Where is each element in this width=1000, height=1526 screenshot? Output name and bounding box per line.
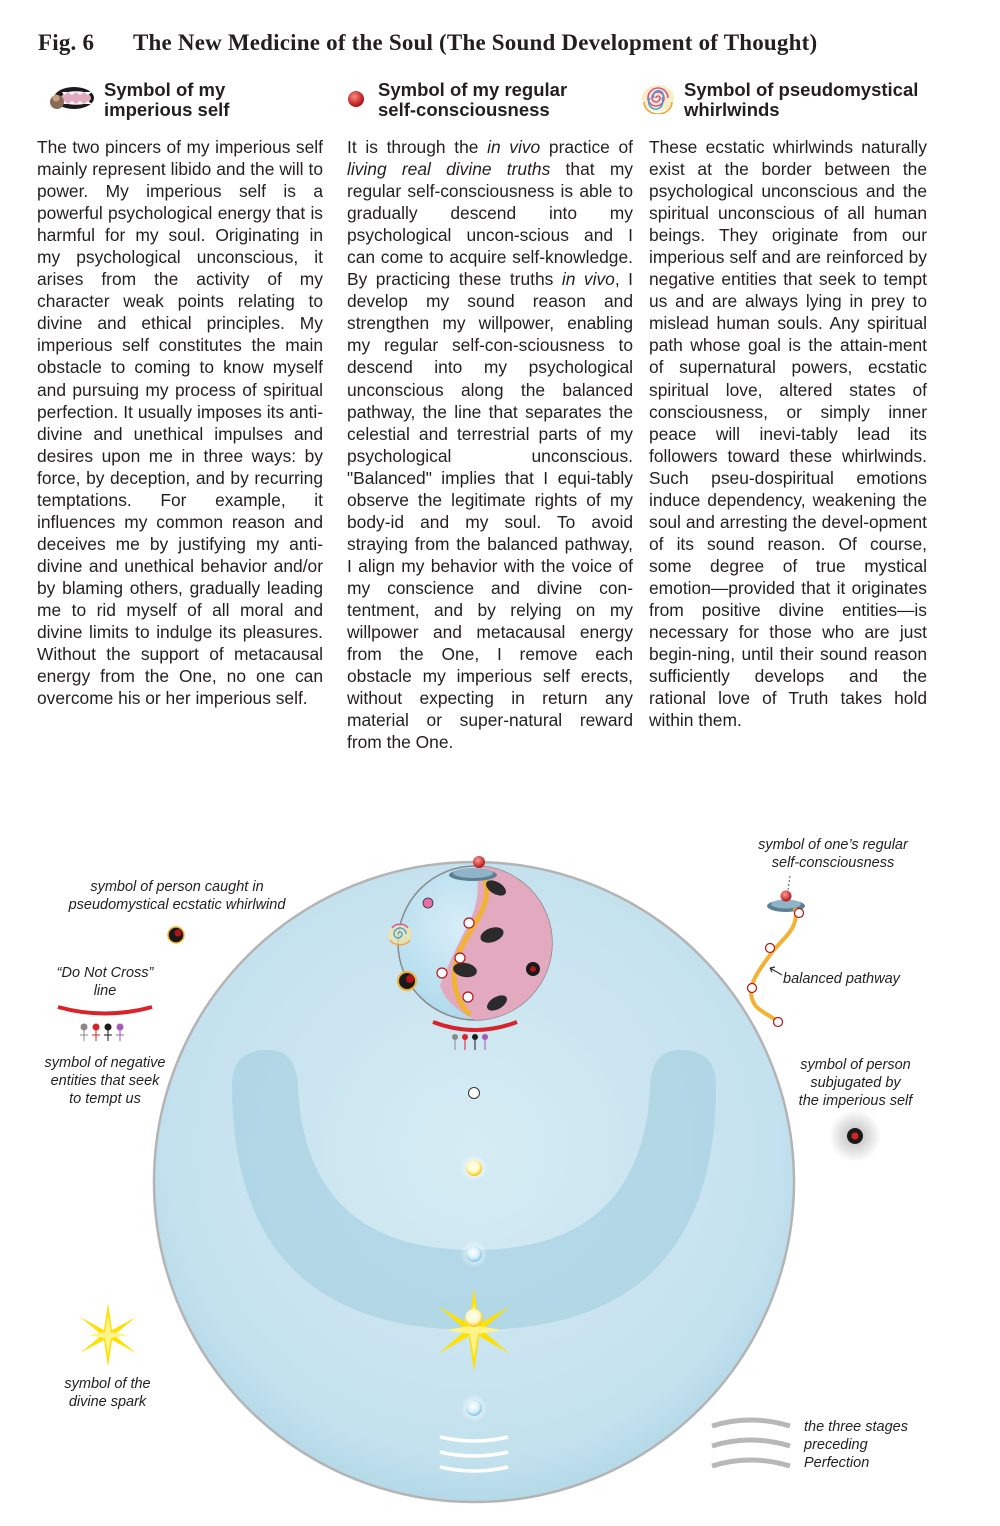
label-regular-self: symbol of one’s regular self-consciousness <box>758 837 908 871</box>
three-stages-legend-arcs <box>712 1420 790 1466</box>
stage-point-4 <box>466 1400 482 1416</box>
stage-point-3 <box>466 1246 482 1262</box>
balanced-pathway-legend <box>751 908 796 1022</box>
heading-regular-self-label: Symbol of my regular self-consciousness <box>378 79 568 120</box>
label-balanced-pathway: balanced pathway <box>783 971 900 987</box>
figure-title-text: The New Medicine of the Soul (The Sound Development of Thought) <box>133 30 818 55</box>
figure-title <box>38 30 817 56</box>
do-not-cross-line-legend <box>58 1007 152 1014</box>
column-whirlwinds-text: These ecstatic whirlwinds naturally exist at the border between the psychological unconscious and the spiritual unconscious of all human beings. They originate from our imperious self and are reinforced by negative entities that seek to tempt us and are always lying in prey to mislead human souls. Any spiritual path whose goal is the attain-ment of supernatural powers, ecstatic spiritual love, altered states of consciousness, or simply inner peace will inevi-tably lead its followers toward these whirlwinds. Such pseu-dospiritual emotions induce dependency, weakening the soul and arresting the devel-opment of its sound reason. Of course, some degree of true mystical emotion—provided that it originates from positive divine entities—is necessary for those who are just begin-ning, until their sound reason sufficiently develops and the rational love of Truth takes hold within them. <box>649 137 927 731</box>
negative-entities-legend <box>80 1024 124 1042</box>
heading-imperious-self <box>48 80 328 130</box>
heading-whirlwinds <box>638 80 958 130</box>
label-divine-spark: symbol of the divine spark <box>64 1376 151 1410</box>
column-regular-self-text: It is through the in vivo practice of living real divine truths that my regular self-consciousness is able to gradually descend into my psychological uncon-scious and I can come to acquire self-knowledge. By practicing these truths in vivo, I develop my sound reason and strengthen my willpower, enabling my regular self-con-sciousness to descend into my psychological unconscious along the balanced pathway, the line that separates the celestial and terrestrial parts of my psychological unconscious. "Balanced" implies that I equi-tably observe the legitimate rights of my body-id and my soul. To avoid straying from the balanced pathway, I align my behavior with the voice of my conscience and divine con-tentment, and by relying on my willpower and metacausal energy from the One, I remove each obstacle my imperious self erects, without expecting in return any material or super-natural reward from the One. <box>347 137 633 753</box>
label-three-stages: the three stages preceding Perfection <box>804 1419 908 1471</box>
column-imperious-self-text: The two pincers of my imperious self mainly represent libido and the will to power. My imperious self is a powerful psychological energy that is harmful for my soul. Originating in my psychological unconscious, it arises from the activity of my character weak points relating to divine and ethical principles. My imperious self constitutes the main obstacle to coming to know myself and pursuing my process of spiritual perfection. It usually imposes its anti-divine and unethical impulses and desires upon me in three ways: by force, by deception, and by recurring temptations. For example, it influences my common reason and deceives me by justifying my anti-divine and unethical behavior and/or by blaming others, gradually leading me to rid myself of all moral and divine limits to indulge its pleasures. Without the support of metacausal energy from the One, no one can overcome his or her imperious self. <box>37 137 323 709</box>
imperious-self-icon <box>48 82 96 116</box>
label-do-not-cross: “Do Not Cross” line <box>56 965 154 999</box>
balanced-pathway-arrow <box>770 967 782 975</box>
dotted-pointer <box>788 876 790 890</box>
heading-regular-self-consciousness <box>338 80 628 130</box>
self-consciousness-top <box>473 856 485 868</box>
label-negative-entities: symbol of negative entities that seek to tempt us <box>44 1055 166 1107</box>
column-regular-self <box>347 136 633 753</box>
heading-whirlwinds-label: Symbol of pseudomystical whirlwinds <box>684 79 919 120</box>
stage-point-1 <box>469 1088 480 1099</box>
stage-point-2 <box>466 1160 482 1176</box>
label-whirlwind-person: symbol of person caught in pseudomystical ecstatic whirlwind <box>68 879 286 913</box>
label-subjugated-person: symbol of person subjugated by the imperious self <box>798 1057 913 1109</box>
whirlwind-icon <box>638 80 678 114</box>
heading-imperious-self-label: Symbol of my imperious self <box>104 79 230 120</box>
whirlwind-inner <box>388 924 412 945</box>
regular-self-consciousness-icon <box>343 86 369 112</box>
column-whirlwinds <box>649 136 927 731</box>
divine-spark-symbol <box>80 1303 136 1367</box>
figure-number: Fig. 6 <box>38 30 95 55</box>
column-imperious-self <box>37 136 323 709</box>
diagram <box>0 820 1000 1526</box>
